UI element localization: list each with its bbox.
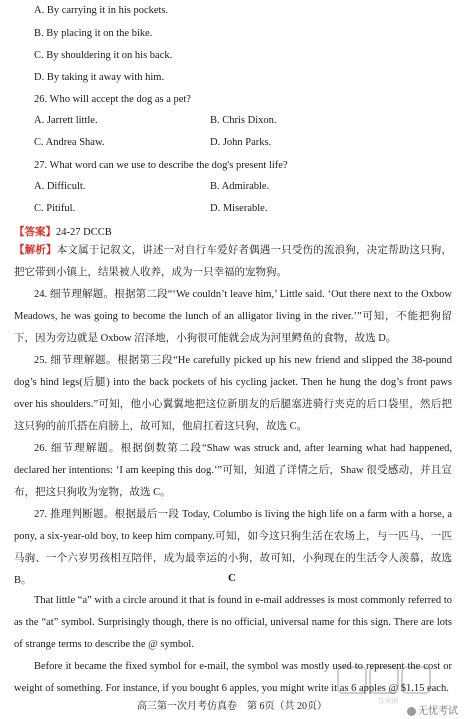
watermark-box-3 (402, 667, 430, 693)
option-c-q25: C. By shouldering it on his back. (34, 50, 173, 61)
answer-line (14, 226, 112, 240)
answer-text: 24-27 DCCB (56, 227, 112, 238)
watermark-box-1 (338, 667, 366, 693)
explanation-26: 26. 细节理解题。根据倒数第二段“Shaw was struck and, after learning what had happened, declared her intentions: ‘I am keeping this dog.’”可知，知道了详情之后，Shaw 很受感动，并且宣布，把这只狗收为宠物，故选 C。 (14, 443, 452, 498)
section-c-paragraph-1: That little “a” with a circle around it that is found in e-mail addresses is most commonly referred to as the “at” symbol. Surprisingly though, there is no official, universal name for this sign. There are lots of strange terms to describe the @ symbol. (14, 595, 452, 650)
page-footer: 高三第一次月考仿真卷 第 6页（共 20页） (137, 701, 327, 712)
option-a-q26: A. Jarrett little. (34, 115, 98, 126)
option-b-q26: B. Chris Dixon. (210, 115, 277, 126)
option-d-q26: D. John Parks. (210, 137, 272, 148)
explanation-25: 25. 细节理解题。根据第三段“He carefully picked up his new friend and slipped the 38-pound dog’s hind legs(后腿) into the back pockets of his cycling jacket. Then he hung the dog’s front paws over his shoulders.”可知，他小心翼翼地把这位新朋友的后腿塞进骑行夹克的后口袋里，然后把这只狗的前爪搭在肩膀上，故可知，他肩扛着这只狗，故选 C。 (14, 355, 452, 432)
option-d-q25: D. By taking it away with him. (34, 72, 165, 83)
question-26: 26. Who will accept the dog as a pet? (34, 94, 191, 105)
watermark-box-2 (370, 667, 398, 693)
q27-options-row-2 (34, 203, 454, 217)
watermark-logo-text: 答案圈 (377, 697, 399, 705)
q27-options-row-1 (34, 181, 454, 195)
option-a-q25: A. By carrying it in his pockets. (34, 5, 169, 16)
option-c-q26: C. Andrea Shaw. (34, 137, 105, 148)
option-b-q25: B. By placing it on the bike. (34, 28, 153, 39)
watermark-handle-text: 无忧考试 (418, 706, 458, 717)
analysis-paragraph (14, 240, 452, 284)
analysis-label: 【解析】 (14, 245, 57, 256)
option-c-q27: C. Pitiful. (34, 203, 76, 214)
question-27: 27. What word can we use to describe the dog's present life? (34, 160, 288, 171)
section-c-heading: C (228, 572, 236, 584)
option-d-q27: D. Miserable. (210, 203, 268, 214)
q26-options-row-1 (34, 115, 454, 129)
q26-options-row-2 (34, 137, 454, 151)
watermark-handle (407, 702, 458, 717)
section-c-paragraph-2: Before it became the fixed symbol for e-mail, the symbol was mostly used to represent the cost or weight of something. For instance, if you bought 6 apples, you might write it as 6 apples @ $1.15 each. (14, 661, 452, 694)
analysis-text: 本文属于记叙文，讲述一对自行车爱好者偶遇一只受伤的流浪狗，决定帮助这只狗，把它带到小镇上，结果被人收养，成为一只幸福的宠物狗。 (14, 245, 452, 278)
chat-bubble-icon (407, 707, 416, 716)
option-b-q27: B. Admirable. (210, 181, 270, 192)
watermark-logo (336, 663, 456, 705)
option-a-q27: A. Difficult. (34, 181, 86, 192)
explanation-27: 27. 推理判断题。根据最后一段 Today, Columbo is living the high life on a farm with a horse, a pony, a six-year-old boy, to keep him company.可知，如今这只狗生活在农场上，与一匹马、一匹马驹、一个六岁男孩相互陪伴，成为最幸运的小狗，故可知，小狗现在的生活令人羡慕，故选 B。 (14, 509, 452, 586)
explanation-24: 24. 细节理解题。根据第二段“‘We couldn’t leave him,’ Little said. ‘Out there next to the Oxbow Meadows, he was going to become the lunch of an alligator living in the river.’”可知，不能把狗留下，因为旁边就是 Oxbow 沼泽地，小狗很可能就会成为河里鳄鱼的食物，故选 D。 (14, 289, 452, 344)
answer-label: 【答案】 (14, 227, 56, 238)
